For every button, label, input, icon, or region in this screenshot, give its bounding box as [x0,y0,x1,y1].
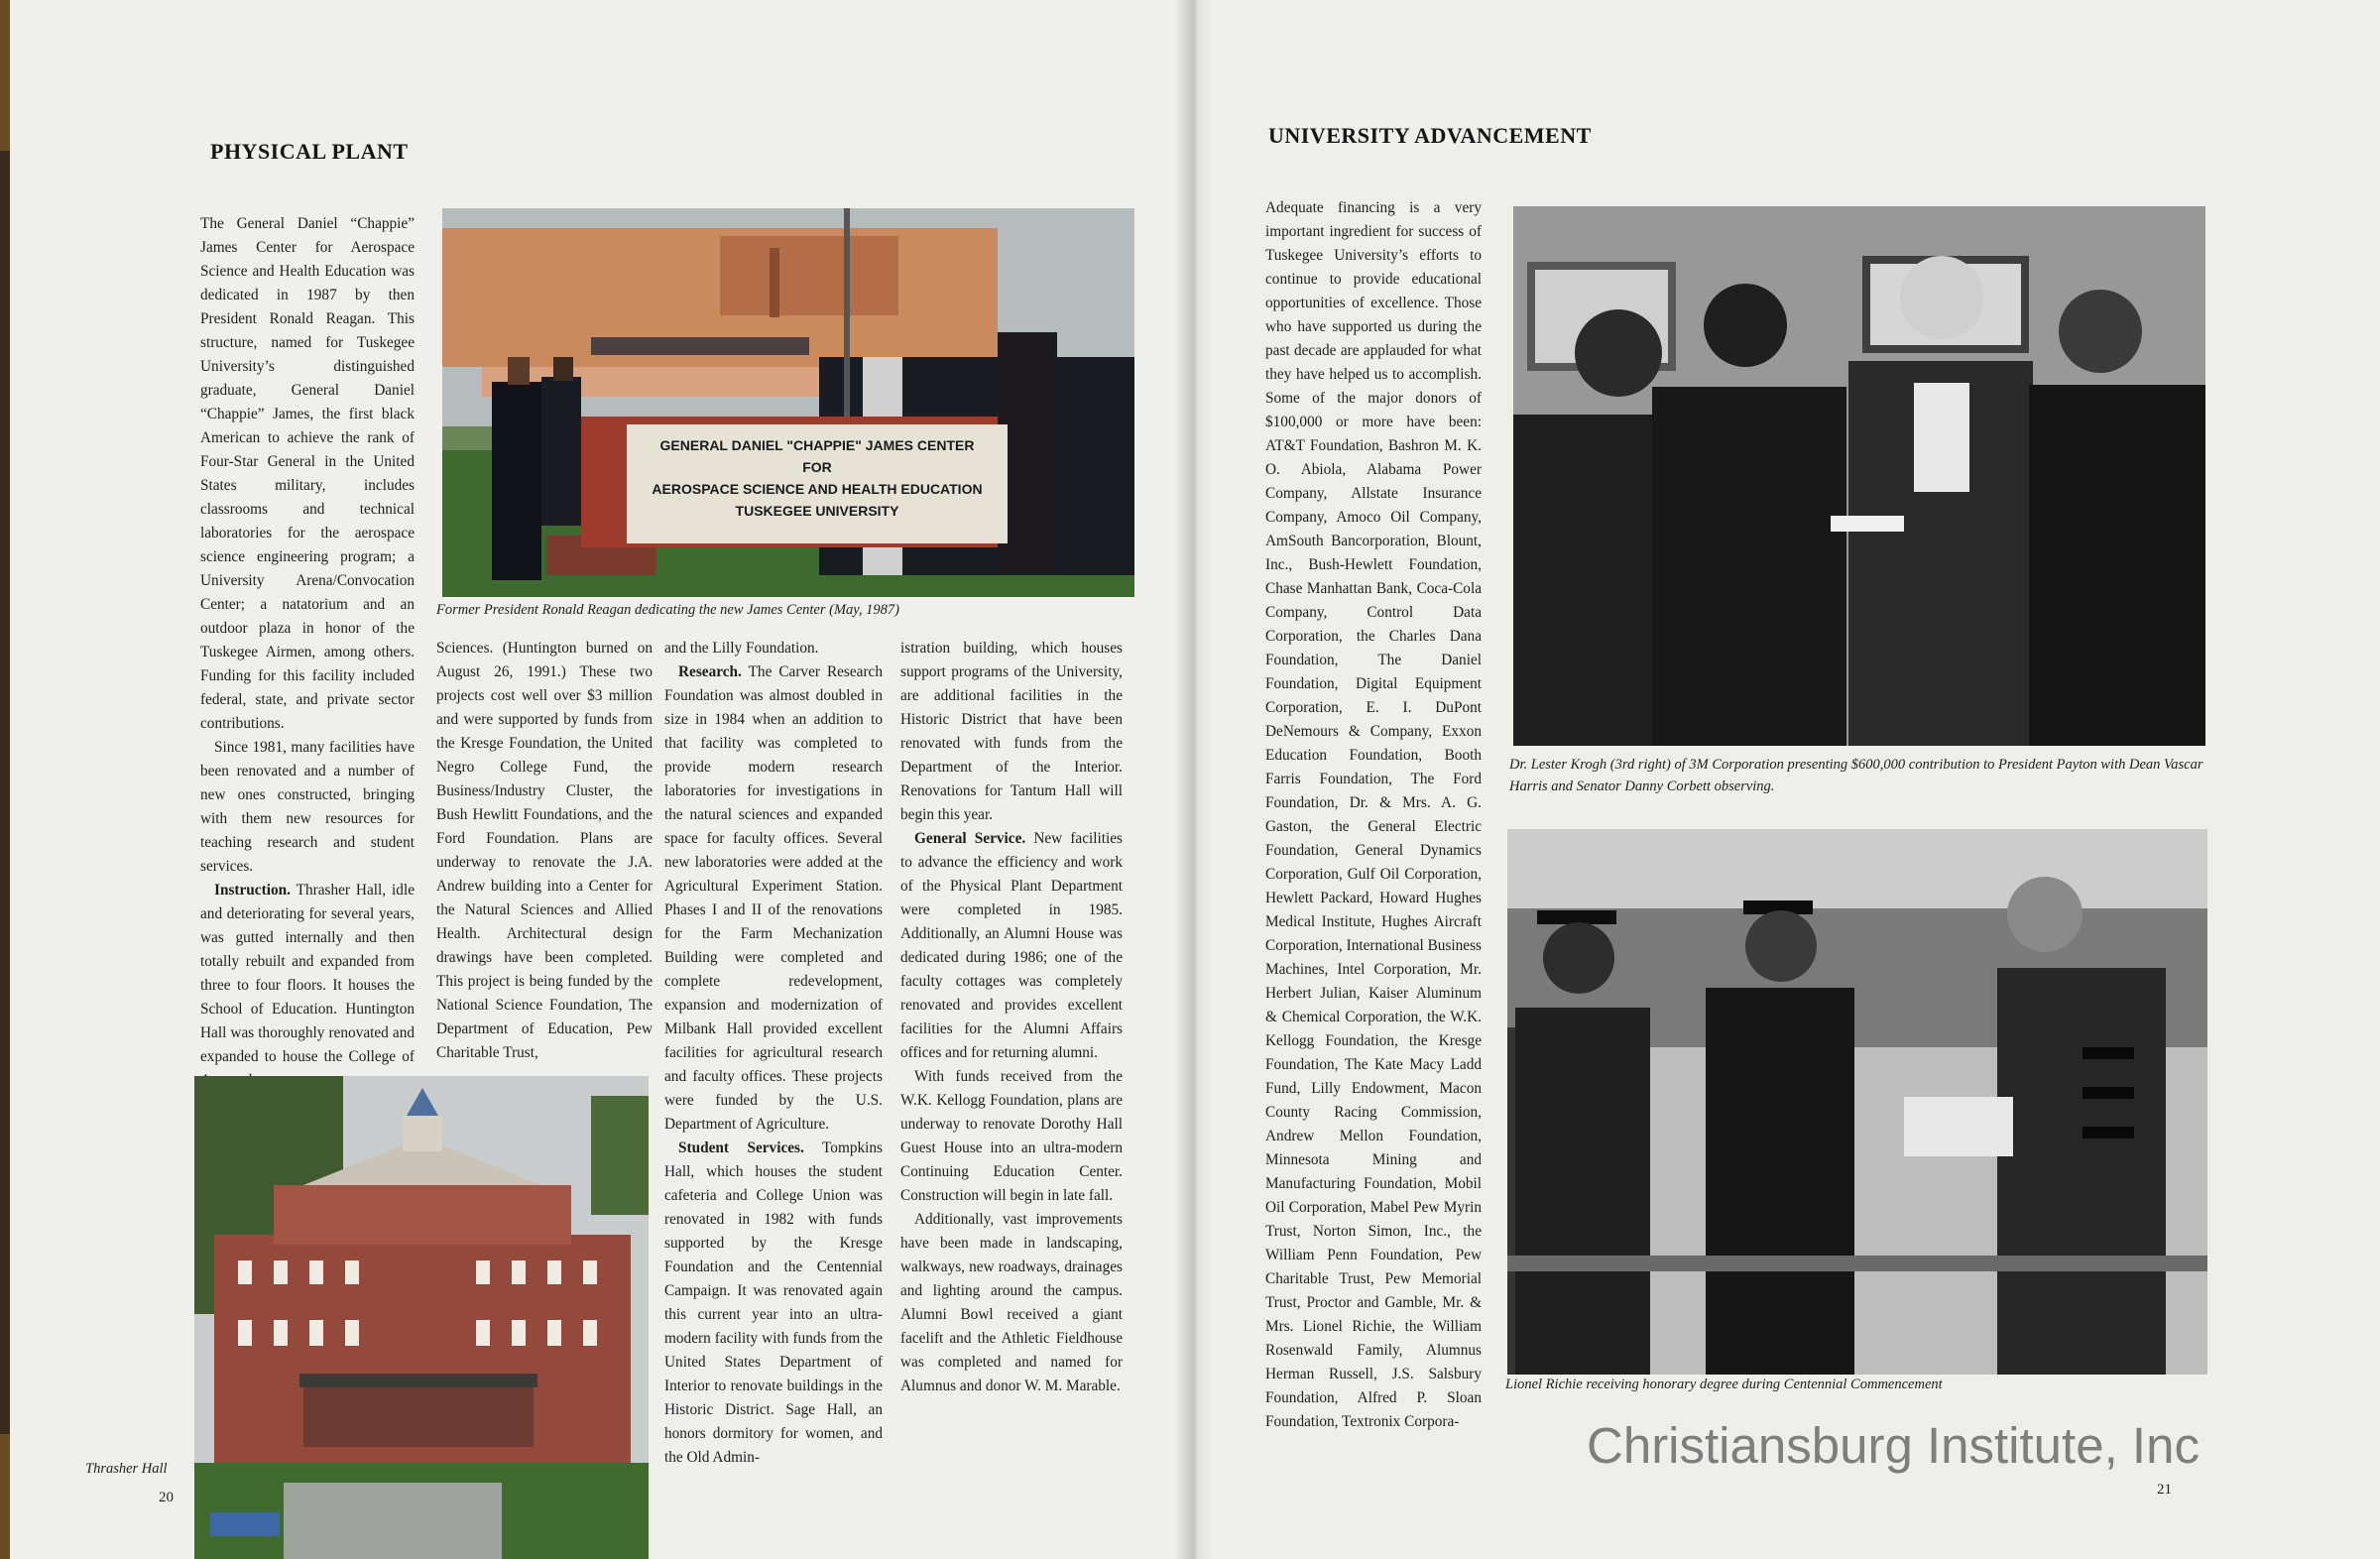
photo-thrasher-hall [194,1076,649,1559]
instruction-heading: Instruction. [214,882,291,899]
sign-line-4: TUSKEGEE UNIVERSITY [735,503,899,519]
lilly-paragraph: and the Lilly Foundation. [664,640,819,657]
sign-line-1: GENERAL DANIEL "CHAPPIE" JAMES CENTER [659,437,975,453]
watermark: Christiansburg Institute, Inc [1587,1417,2200,1474]
photo-krogh-presentation [1513,206,2205,746]
thrasher-hall-image [194,1076,649,1559]
general-service-text: New facilities to advance the efficiency and work of the Physical Plant Department were completed in 1985. Additionally, an Alumni House was dedicated during 1986; one of the faculty cottages was completely renovated and provides excellent facilities for the Alumni Affairs offices and for returning alumni. [900,830,1123,1061]
student-services-paragraph [664,1137,883,1470]
page-number-right: 21 [2157,1482,2172,1498]
sign-line-2: FOR [802,459,832,475]
text-column-4 [900,637,1123,1398]
right-page [1194,0,2380,1559]
left-page [10,0,1194,1559]
sign-line-3: AEROSPACE SCIENCE AND HEALTH EDUCATION [652,481,983,497]
general-service-paragraph [900,827,1123,1065]
section-title-university-advancement: UNIVERSITY ADVANCEMENT [1268,123,1592,148]
photo-richie-caption: Lionel Richie receiving honorary degree during Centennial Commencement [1505,1377,1943,1392]
book-gutter [1174,0,1214,1559]
text-column-3 [664,637,883,1470]
photo-reagan-dedication [442,208,1134,597]
photo-richie-degree [1507,829,2207,1375]
research-heading: Research. [678,663,742,680]
richie-degree-image [1507,829,2207,1375]
sciences-paragraph: Sciences. (Huntington burned on August 26, 1991.) These two projects cost well over $3 million and were supported by funds from the Kresge Foundation, the United Negro College Fund, the Business/Industry Cluster, the Bush Hewlitt Foundations, and the Ford Foundation. Plans are underway to renovate the J.A. Andrew building into a Center for the Natural Sciences and Allied Health. Architectural design drawings have been completed. This project is being funded by the National Science Foundation, The Department of Education, Pew Charitable Trust, [436,640,653,1061]
facilities-paragraph: Since 1981, many facilities have been renovated and a number of new ones constructed, bringing with them new resources for teaching research and student services. [200,739,415,875]
kellogg-paragraph: With funds received from the W.K. Kellogg Foundation, plans are underway to renovate Dorothy Hall Guest House into an ultra-modern Continuing Education Center. Construction will begin in late fall. [900,1068,1123,1204]
donors-paragraph: Adequate financing is a very important ingredient for success of Tuskegee University’s efforts to continue to provide educational opportunities of excellence. Those who have supported us during the past decade are applauded for what they have helped us to accomplish. Some of the major donors of $100,000 or more have been: AT&T Foundation, Bashron M. K. O. Abiola, Alabama Power Company, Allstate Insurance Company, Amoco Oil Company, AmSouth Bancorporation, Blount, Inc., Bush-Hewlett Foundation, Chase Manhattan Bank, Coca-Cola Company, Control Data Corporation, the Charles Dana Foundation, The Daniel Foundation, Digital Equipment Corporation, E. I. DuPont DeNemours & Company, Exxon Education Foundation, Booth Farris Foundation, The Ford Foundation, Dr. & Mrs. A. G. Gaston, the General Electric Foundation, General Dynamics Corporation, Gulf Oil Corporation, Hewlett Packard, Howard Hughes Medical Institute, Hughes Aircraft Corporation, International Business Machines, Intel Corporation, Mr. Herbert Julian, Kaiser Aluminum & Chemical Corporation, the W.K. Kellogg Foundation, the Kresge Foundation, The Kate Macy Ladd Fund, Lilly Endowment, Macon County Racing Commission, Andrew Mellon Foundation, Minnesota Mining and Manufacturing Foundation, Mobil Oil Corporation, Mabel Pew Myrin Trust, Norton Simon, Inc., the William Penn Foundation, Pew Charitable Trust, Pew Memorial Trust, Proctor and Gamble, Mr. & Mrs. Lionel Richie, the William Rosenwald Family, Alumnus Herman Russell, J.S. Salsbury Foundation, Alfred P. Sloan Foundation, Textronix Corpora- [1265,199,1482,1430]
text-column-donors [1265,196,1482,1434]
krogh-presentation-image [1513,206,2205,746]
page-number-left: 20 [159,1490,174,1505]
student-services-text: Tompkins Hall, which houses the student cafeteria and College Union was renovated in 1982 with funds supported by the Kresge Foundation and the Centennial Campaign. It was renovated again this current year into an ultra-modern facility with funds from the United States Department of Interior to renovate buildings in the Historic District. Sage Hall, an honors dormitory for women, and the Old Admin- [664,1139,883,1466]
text-column-1 [200,212,415,1093]
student-services-heading: Student Services. [678,1139,804,1156]
instruction-text: Thrasher Hall, idle and deteriorating for several years, was gutted internally and then totally rebuilt and expanded from three to four floors. It houses the School of Education. Huntington Hall was thoroughly renovated and expanded to house the College of [200,882,415,1065]
reagan-dedication-image [442,208,1134,597]
photo-reagan-caption: Former President Ronald Reagan dedicating the new James Center (May, 1987) [436,602,899,618]
landscaping-paragraph: Additionally, vast improvements have been made in landscaping, walkways, new roadways, drainages and lighting around the campus. Alumni Bowl received a giant facelift and the Athletic Fieldhouse was completed and named for Alumnus and donor W. M. Marable. [900,1211,1123,1394]
intro-paragraph: The General Daniel “Chappie” James Center for Aerospace Science and Health Education was dedicated in 1987 by then President Ronald Reagan. This structure, named for Tuskegee University’s distinguished graduate, General Daniel “Chappie” James, the first black American to achieve the rank of Four-Star General in the United States military, includes classrooms and technical laboratories for the aerospace science engineering program; a University Arena/Convocation Center; a natatorium and an outdoor plaza in honor of the Tuskegee Airmen, among others. Funding for this facility included federal, state, and private sector contributions. [200,215,415,732]
research-text: The Carver Research Foundation was almost doubled in size in 1984 when an addition to that facility was completed to provide modern research laboratories for investigations in the natural sciences and expanded space for faculty offices. Several new laboratories were added at the Agricultural Experiment Station. Phases I and II of the renovations for the Farm Mechanization Building were completed and complete redevelopment, expansion and modernization of Milbank Hall provided excellent facilities for agricultural research and faculty offices. These projects were funded by the U.S. Department of Agriculture. [664,663,883,1133]
general-service-heading: General Service. [914,830,1026,847]
research-paragraph [664,660,883,1137]
instruction-paragraph [200,879,415,1093]
section-title-physical-plant: PHYSICAL PLANT [210,139,409,164]
administration-paragraph: istration building, which houses support programs of the University, are additional facilities in the Historic District that have been renovated with funds from the Department of the Interior. Renovations for Tantum Hall will begin this year. [900,640,1123,823]
photo-krogh-caption: Dr. Lester Krogh (3rd right) of 3M Corporation presenting $600,000 contribution to President Payton with Dean Vascar Harris and Senator Danny Corbett observing. [1509,757,2203,794]
text-column-2 [436,637,653,1065]
photo-thrasher-caption: Thrasher Hall [85,1461,168,1477]
